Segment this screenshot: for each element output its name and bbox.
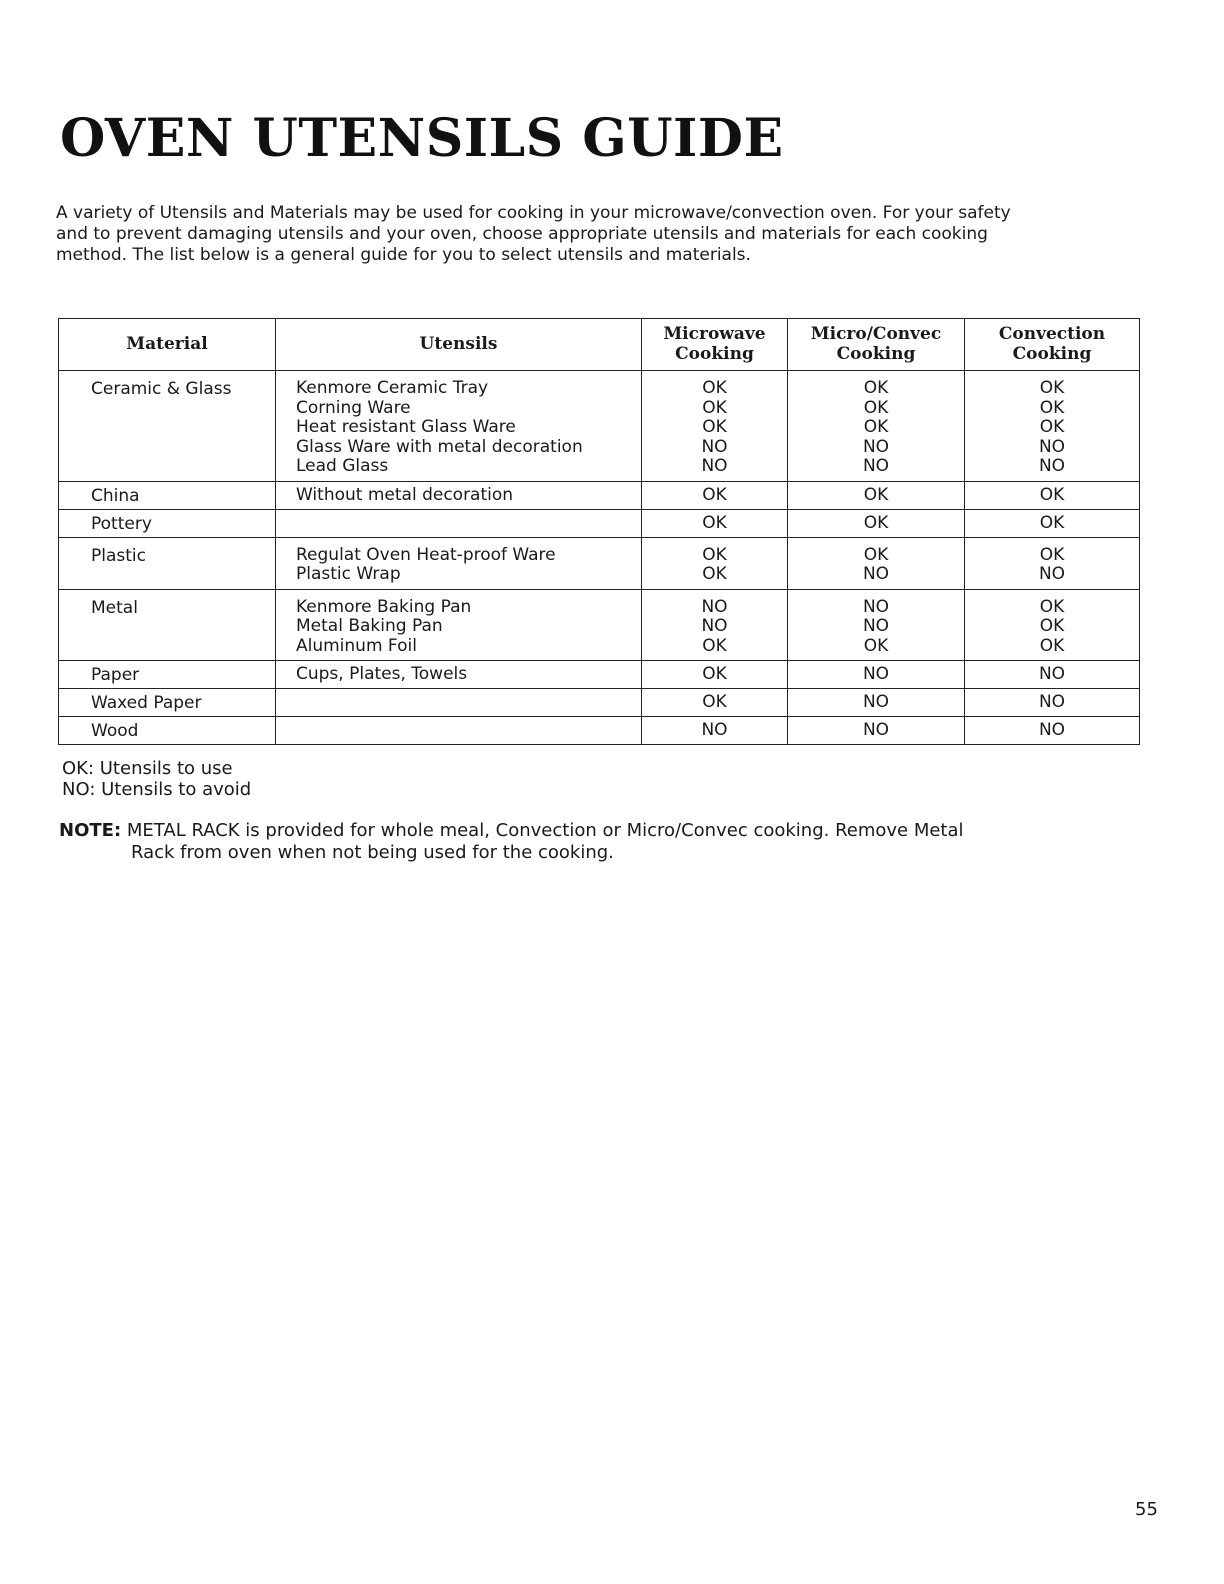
- micro-convec-value: NO: [862, 664, 890, 684]
- table-row: [59, 509, 1140, 537]
- convection-cell: [965, 371, 1140, 482]
- convection-cell: [965, 689, 1140, 717]
- note-line1: METAL RACK is provided for whole meal, Convection or Micro/Convec cooking. Remove Metal: [126, 820, 964, 841]
- utensil-cell: [276, 509, 642, 537]
- convection-cell: [965, 537, 1140, 589]
- page-number: 55: [1135, 1499, 1158, 1520]
- header-microwave-line1: Microwave: [663, 324, 766, 344]
- micro-convec-cell: [788, 661, 965, 689]
- micro-convec-value: NO: [862, 564, 890, 584]
- micro-convec-cell: [788, 589, 965, 661]
- material-cell: Metal: [59, 589, 276, 661]
- micro-convec-cell: [788, 509, 965, 537]
- legend-ok: OK: Utensils to use: [62, 758, 233, 779]
- microwave-cell: [642, 717, 788, 745]
- microwave-value: NO: [701, 720, 728, 740]
- microwave-value: OK: [702, 564, 727, 584]
- table-row: [59, 589, 1140, 661]
- micro-convec-value: OK: [863, 378, 889, 398]
- utensil-cell: [276, 481, 642, 509]
- convection-value: OK: [1039, 378, 1065, 398]
- utensils-table: [58, 318, 1140, 745]
- table-row: [59, 689, 1140, 717]
- microwave-cell: [642, 509, 788, 537]
- microwave-cell: [642, 589, 788, 661]
- note-line2: Rack from oven when not being used for the cooking.: [131, 842, 614, 863]
- material-cell: Ceramic & Glass: [59, 371, 276, 482]
- micro-convec-cell: [788, 481, 965, 509]
- microwave-value: OK: [702, 512, 727, 533]
- table-body: [59, 371, 1140, 745]
- convection-value: OK: [1039, 635, 1065, 656]
- utensil-line: Metal Baking Pan: [296, 616, 443, 636]
- microwave-value: NO: [701, 436, 728, 457]
- microwave-cell: [642, 371, 788, 482]
- micro-convec-value: NO: [862, 616, 890, 636]
- utensil-line: Regulat Oven Heat-proof Ware: [296, 544, 556, 565]
- convection-cell: [965, 717, 1140, 745]
- utensil-line: Heat resistant Glass Ware: [296, 417, 516, 437]
- micro-convec-value: OK: [863, 544, 889, 565]
- header-utensils: Utensils: [276, 319, 642, 371]
- micro-convec-value: NO: [862, 596, 890, 617]
- note-label: NOTE:: [59, 820, 122, 841]
- header-convection-line1: Convection: [998, 324, 1106, 344]
- utensil-line: Kenmore Baking Pan: [296, 596, 472, 617]
- micro-convec-value: NO: [862, 692, 890, 712]
- utensil-line: Plastic Wrap: [296, 564, 401, 584]
- convection-value: NO: [1038, 456, 1066, 476]
- convection-cell: [965, 509, 1140, 537]
- header-convection-line2: Cooking: [1012, 343, 1092, 364]
- table-row: [59, 481, 1140, 509]
- header-micro-convec: [788, 319, 965, 371]
- utensil-line: Lead Glass: [296, 456, 389, 476]
- utensil-line: Without metal decoration: [296, 484, 514, 505]
- microwave-value: NO: [701, 596, 728, 617]
- table-row: [59, 717, 1140, 745]
- micro-convec-cell: [788, 537, 965, 589]
- microwave-value: OK: [702, 544, 727, 565]
- material-cell: Plastic: [59, 537, 276, 589]
- convection-value: OK: [1039, 484, 1065, 505]
- material-cell: Paper: [59, 661, 276, 689]
- material-cell: Waxed Paper: [59, 689, 276, 717]
- utensil-cell: [276, 537, 642, 589]
- micro-convec-cell: [788, 717, 965, 745]
- utensil-line: Glass Ware with metal decoration: [296, 436, 583, 457]
- utensil-line: [296, 693, 641, 713]
- metal-rack-note: [59, 820, 1019, 864]
- utensil-line: Cups, Plates, Towels: [296, 664, 468, 684]
- micro-convec-value: OK: [863, 512, 889, 533]
- micro-convec-value: OK: [863, 417, 889, 437]
- material-cell: Wood: [59, 717, 276, 745]
- convection-cell: [965, 481, 1140, 509]
- microwave-value: OK: [702, 484, 727, 505]
- convection-value: OK: [1039, 397, 1065, 418]
- convection-cell: [965, 589, 1140, 661]
- header-microwave-line2: Cooking: [675, 343, 754, 364]
- material-cell: China: [59, 481, 276, 509]
- micro-convec-value: NO: [862, 720, 890, 740]
- microwave-value: OK: [702, 664, 727, 684]
- microwave-value: NO: [701, 616, 728, 636]
- header-microwave: [642, 319, 788, 371]
- micro-convec-value: OK: [863, 397, 889, 418]
- utensil-line: Kenmore Ceramic Tray: [296, 378, 489, 398]
- legend-no: NO: Utensils to avoid: [62, 779, 252, 800]
- micro-convec-value: NO: [862, 456, 890, 476]
- microwave-cell: [642, 537, 788, 589]
- microwave-value: OK: [702, 378, 727, 398]
- micro-convec-cell: [788, 689, 965, 717]
- microwave-cell: [642, 661, 788, 689]
- utensil-line: [296, 721, 641, 741]
- micro-convec-value: OK: [863, 635, 889, 656]
- utensil-cell: [276, 371, 642, 482]
- legend: [62, 758, 251, 800]
- microwave-value: OK: [702, 635, 727, 656]
- utensil-line: [296, 514, 641, 534]
- table-header-row: [59, 319, 1140, 371]
- convection-value: NO: [1038, 564, 1066, 584]
- microwave-value: OK: [702, 397, 727, 418]
- utensil-cell: [276, 661, 642, 689]
- convection-value: OK: [1039, 544, 1065, 565]
- microwave-cell: [642, 481, 788, 509]
- micro-convec-value: NO: [862, 436, 890, 457]
- header-material: Material: [59, 319, 276, 371]
- microwave-value: NO: [701, 456, 728, 476]
- microwave-value: OK: [702, 417, 727, 437]
- table-row: [59, 661, 1140, 689]
- table-row: [59, 537, 1140, 589]
- convection-value: NO: [1038, 720, 1066, 740]
- utensil-cell: [276, 717, 642, 745]
- convection-value: NO: [1038, 692, 1066, 712]
- page-title: OVEN UTENSILS GUIDE: [60, 108, 784, 169]
- table-row: [59, 371, 1140, 482]
- header-micro-convec-line2: Cooking: [836, 343, 916, 364]
- utensil-cell: [276, 689, 642, 717]
- material-cell: Pottery: [59, 509, 276, 537]
- utensil-cell: [276, 589, 642, 661]
- header-micro-convec-line1: Micro/Convec: [810, 324, 942, 344]
- convection-value: OK: [1039, 417, 1065, 437]
- micro-convec-cell: [788, 371, 965, 482]
- convection-cell: [965, 661, 1140, 689]
- microwave-cell: [642, 689, 788, 717]
- intro-paragraph: A variety of Utensils and Materials may be used for cooking in your microwave/convection oven. For your safety and to prevent damaging utensils and your oven, choose appropriate utensils and materials for each cooking method. The list below is a general guide for you to select utensils and materials.: [56, 203, 1011, 265]
- header-convection: [965, 319, 1140, 371]
- micro-convec-value: OK: [863, 484, 889, 505]
- convection-value: NO: [1038, 664, 1066, 684]
- utensil-line: Aluminum Foil: [296, 635, 417, 656]
- convection-value: OK: [1039, 616, 1065, 636]
- convection-value: NO: [1038, 436, 1066, 457]
- convection-value: OK: [1039, 596, 1065, 617]
- microwave-value: OK: [702, 692, 727, 712]
- convection-value: OK: [1039, 512, 1065, 533]
- utensil-line: Corning Ware: [296, 397, 411, 418]
